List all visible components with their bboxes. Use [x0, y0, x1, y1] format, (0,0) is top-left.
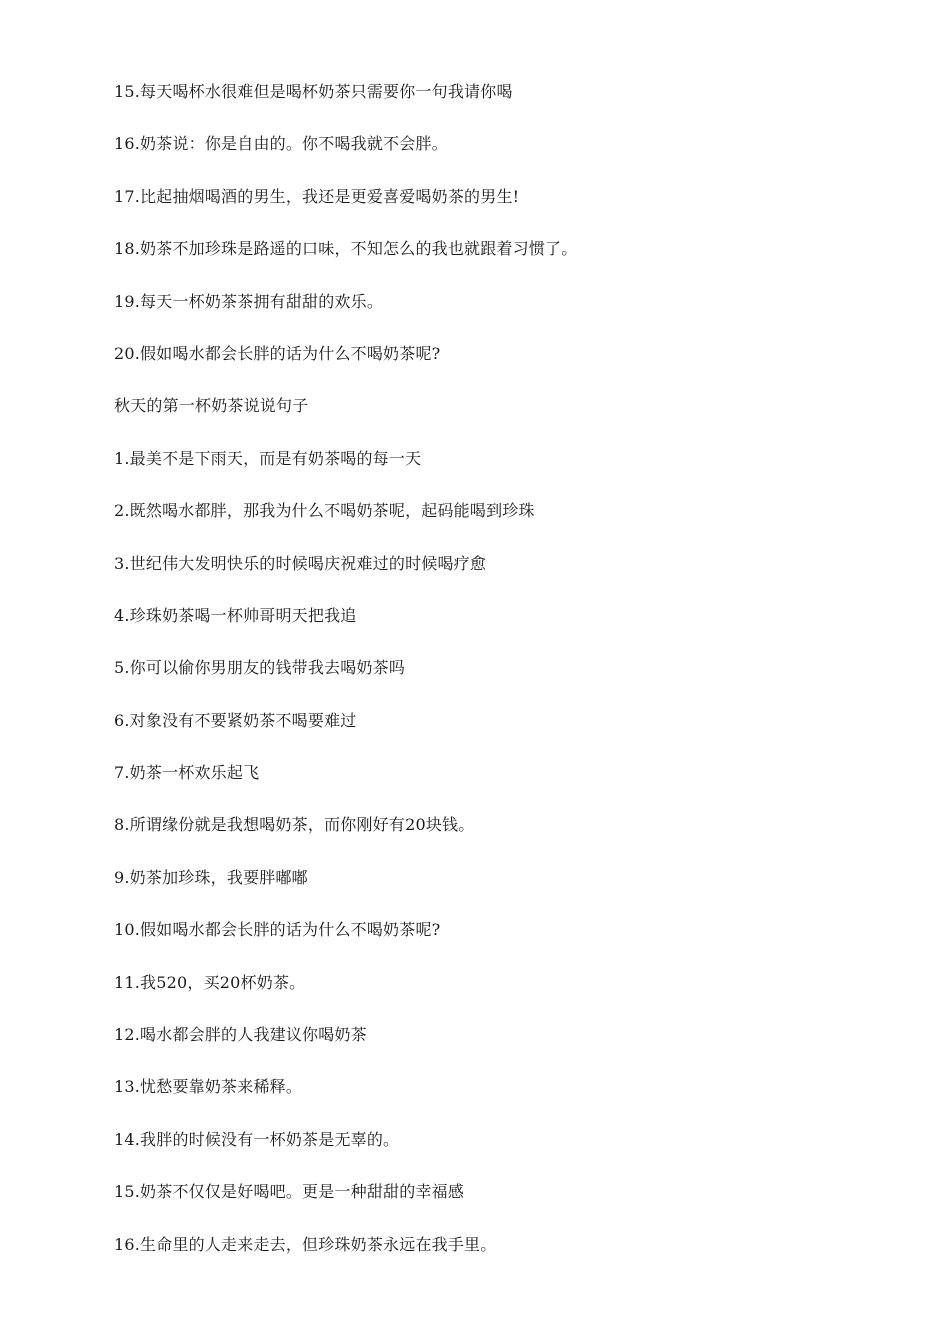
text-line-10: 10.假如喝水都会长胖的话为什么不喝奶茶呢?: [114, 920, 441, 940]
text-line-19: 19.每天一杯奶茶茶拥有甜甜的欢乐。: [114, 291, 384, 311]
text-line-16: 16.奶茶说：你是自由的。你不喝我就不会胖。: [114, 134, 448, 154]
text-line-11: 11.我520，买20杯奶茶。: [114, 972, 306, 992]
text-line-3: 3.世纪伟大发明快乐的时候喝庆祝难过的时候喝疗愈: [114, 553, 487, 573]
text-line-7: 7.奶茶一杯欢乐起飞: [114, 763, 260, 783]
text-line-13: 13.忧愁要靠奶茶来稀释。: [114, 1077, 303, 1097]
text-line-17: 17.比起抽烟喝酒的男生，我还是更爱喜爱喝奶茶的男生!: [114, 186, 520, 206]
text-line-12: 12.喝水都会胖的人我建议你喝奶茶: [114, 1025, 367, 1045]
text-line-18: 18.奶茶不加珍珠是路遥的口味，不知怎么的我也就跟着习惯了。: [114, 239, 578, 259]
text-line-15b: 15.奶茶不仅仅是好喝吧。更是一种甜甜的幸福感: [114, 1182, 465, 1202]
text-line-16b: 16.生命里的人走来走去，但珍珠奶茶永远在我手里。: [114, 1234, 497, 1254]
text-line-14: 14.我胖的时候没有一杯奶茶是无辜的。: [114, 1129, 400, 1149]
text-line-15: 15.每天喝杯水很难但是喝杯奶茶只需要你一句我请你喝: [114, 82, 513, 101]
text-line-2: 2.既然喝水都胖，那我为什么不喝奶茶呢，起码能喝到珍珠: [114, 501, 535, 521]
text-line-5: 5.你可以偷你男朋友的钱带我去喝奶茶吗: [114, 658, 406, 678]
text-line-8: 8.所谓缘份就是我想喝奶茶，而你刚好有20块钱。: [114, 815, 475, 835]
section-heading: 秋天的第一杯奶茶说说句子: [114, 396, 309, 416]
text-line-20: 20.假如喝水都会长胖的话为什么不喝奶茶呢?: [114, 343, 441, 363]
text-line-4: 4.珍珠奶茶喝一杯帅哥明天把我追: [114, 605, 357, 625]
text-line-9: 9.奶茶加珍珠，我要胖嘟嘟: [114, 867, 308, 887]
text-line-6: 6.对象没有不要紧奶茶不喝要难过: [114, 710, 357, 730]
document-body: [114, 80, 874, 1285]
text-line-1: 1.最美不是下雨天，而是有奶茶喝的每一天: [114, 448, 422, 468]
